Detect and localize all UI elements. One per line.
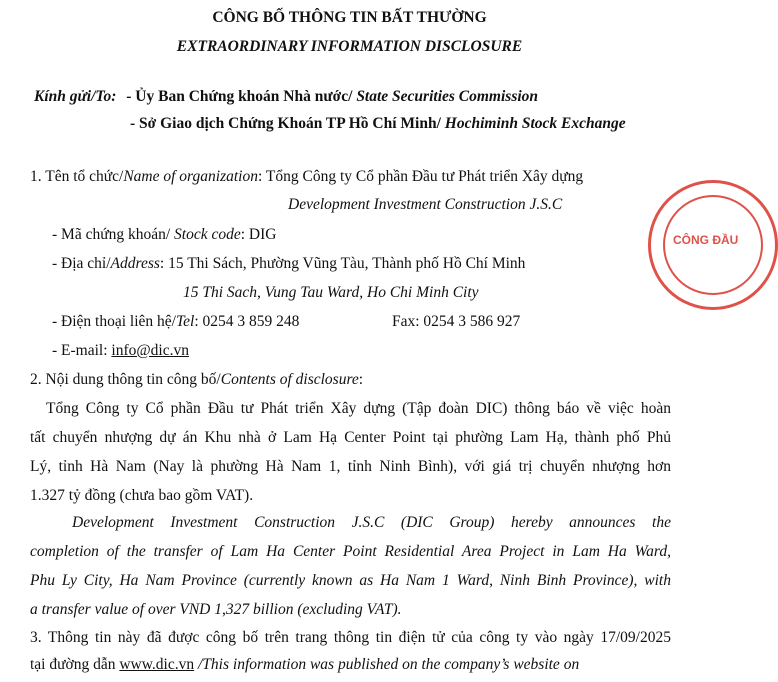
org-name-line [30, 167, 583, 187]
company-seal [648, 180, 778, 310]
recipient-2-en: Hochiminh Stock Exchange [444, 115, 626, 132]
org-name-vi: : Tổng Công ty Cổ phần Đầu tư Phát triển Xây dựng [257, 168, 584, 185]
address-line [52, 254, 525, 274]
address-label-en: Address [110, 255, 160, 272]
to-label-vi: Kính gửi/ [34, 88, 96, 105]
title-en: EXTRAORDINARY INFORMATION DISCLOSURE [176, 38, 523, 55]
seal-text: CÔNG ĐẦU [673, 233, 739, 247]
publication-line-1: 3. Thông tin này đã được công bố trên trang thông tin điện tử của công ty vào ngày 17/09/2025 [30, 629, 671, 646]
to-label-en: To: [95, 88, 117, 105]
org-label-vi: 1. Tên tổ chức/ [30, 168, 124, 185]
phone-number: : 0254 3 859 248 [194, 313, 300, 330]
recipient-1-vi: - Ủy Ban Chứng khoán Nhà nước/ [126, 88, 353, 105]
contents-vi-line-1: Tổng Công ty Cổ phần Đầu tư Phát triển Xây dựng (Tập đoàn DIC) thông báo về việc hoàn [46, 400, 671, 417]
contents-label-vi: 2. Nội dung thông tin công bố/ [30, 371, 221, 388]
contents-vi-line-3: Lý, tỉnh Hà Nam (Nay là phường Hà Nam 1, tỉnh Ninh Bình), với giá trị chuyển nhượng hơn [30, 458, 671, 475]
org-label-en: Name of organization [123, 168, 258, 185]
publication-prefix: tại đường dẫn [30, 656, 120, 673]
contents-label-line [30, 370, 363, 390]
publication-line-2 [30, 655, 579, 675]
org-name-en: Development Investment Construction J.S.C [288, 196, 563, 213]
website-link[interactable]: www.dic.vn [119, 656, 195, 673]
stock-code: : DIG [240, 226, 277, 243]
recipient-line-2 [130, 114, 626, 134]
email-label: - E-mail: [52, 342, 112, 359]
contents-label-en: Contents of disclosure [220, 371, 359, 388]
recipient-1-en: State Securities Commission [356, 88, 539, 105]
fax-number: Fax: 0254 3 586 927 [392, 313, 521, 330]
recipient-line-1 [34, 87, 538, 107]
stock-label-vi: - Mã chứng khoán/ [52, 226, 171, 243]
phone-label-en: Tel [175, 313, 195, 330]
address-vi: : 15 Thi Sách, Phường Vũng Tàu, Thành phố Hồ Chí Minh [159, 255, 526, 272]
contents-en-line-1: Development Investment Construction J.S.C (DIC Group) hereby announces the [72, 514, 671, 531]
contents-en-line-3: Phu Ly City, Ha Nam Province (currently known as Ha Nam 1 Ward, Ninh Binh Province), with [30, 572, 671, 589]
contents-en-line-2: completion of the transfer of Lam Ha Center Point Residential Area Project in Lam Ha Ward, [30, 543, 671, 560]
stock-label-en: Stock code [174, 226, 241, 243]
phone-line [52, 312, 299, 332]
address-en: 15 Thi Sach, Vung Tau Ward, Ho Chi Minh City [183, 284, 479, 301]
phone-label-vi: - Điện thoại liên hệ/ [52, 313, 176, 330]
email-link[interactable]: info@dic.vn [111, 342, 189, 359]
recipient-2-vi: - Sở Giao dịch Chứng Khoán TP Hồ Chí Minh/ [130, 115, 441, 132]
contents-en-line-4: a transfer value of over VND 1,327 billion (excluding VAT). [30, 601, 402, 618]
email-line [52, 341, 189, 361]
address-label-vi: - Địa chỉ/ [52, 255, 111, 272]
stock-code-line [52, 225, 276, 245]
contents-vi-line-4: 1.327 tỷ đồng (chưa bao gồm VAT). [30, 487, 254, 504]
contents-label-colon: : [358, 371, 364, 388]
publication-suffix: /This information was published on the company’s website on [194, 656, 580, 673]
contents-vi-line-2: tất chuyển nhượng dự án Khu nhà ở Lam Hạ Center Point tại phường Lam Hạ, thành phố Phủ [30, 429, 671, 446]
title-vi: CÔNG BỐ THÔNG TIN BẤT THƯỜNG [212, 9, 487, 26]
